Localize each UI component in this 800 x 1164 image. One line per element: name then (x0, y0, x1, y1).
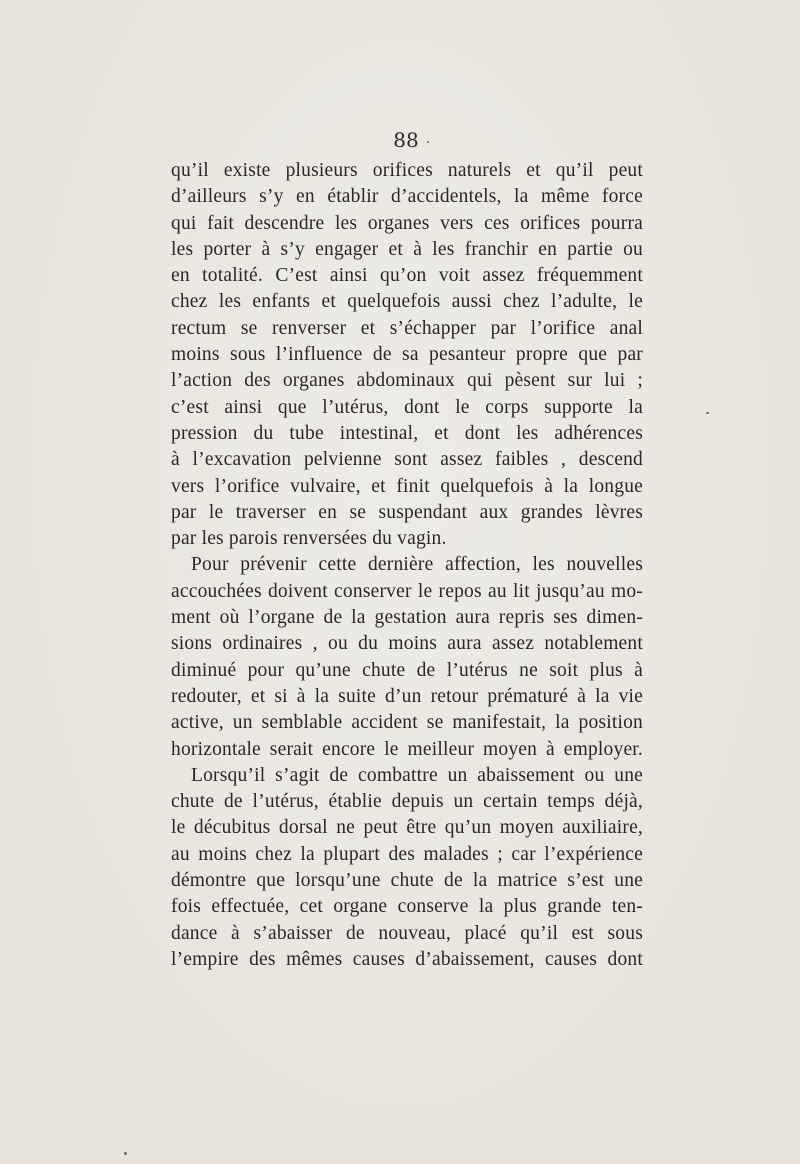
text-line: démontre que lorsqu’une chute de la matrice s’est une (171, 870, 643, 892)
text-line: ment où l’organe de la gestation aura repris ses dimen- (171, 607, 643, 629)
text-line: au moins chez la plupart des malades ; car l’expérience (171, 843, 643, 865)
text-line-paragraph-start: Pour prévenir cette dernière affection, les nouvelles (191, 554, 643, 576)
body-text (171, 158, 643, 973)
text-line: dance à s’abaisser de nouveau, placé qu’il est sous (171, 922, 643, 944)
text-line: diminué pour qu’une chute de l’utérus ne soit plus à (171, 659, 643, 681)
text-line: rectum se renverser et s’échapper par l’orifice anal (171, 317, 643, 339)
text-line-paragraph-end: par les parois renversées du vagin. (171, 528, 447, 550)
text-line: par le traverser en se suspendant aux grandes lèvres (171, 501, 643, 523)
text-line: moins sous l’influence de sa pesanteur propre que par (171, 344, 643, 366)
text-line: redouter, et si à la suite d’un retour prématuré à la vie (171, 685, 643, 707)
text-line: à l’excavation pelvienne sont assez faibles , descend (171, 449, 643, 471)
text-line: les porter à s’y engager et à les franchir en partie ou (171, 238, 643, 260)
text-line: chute de l’utérus, établie depuis un certain temps déjà, (171, 791, 643, 813)
text-line: vers l’orifice vulvaire, et finit quelquefois à la longue (171, 475, 643, 497)
text-line: sions ordinaires , ou du moins aura assez notablement (171, 633, 643, 655)
text-line: en totalité. C’est ainsi qu’on voit assez fréquemment (171, 265, 643, 287)
text-line: l’empire des mêmes causes d’abaissement, causes dont (171, 948, 643, 970)
text-line: chez les enfants et quelquefois aussi chez l’adulte, le (171, 291, 643, 313)
text-line: qu’il existe plusieurs orifices naturels et qu’il peut (171, 160, 643, 181)
text-line: fois effectuée, cet organe conserve la plus grande ten- (171, 896, 643, 918)
page-number: 88 (393, 128, 419, 152)
text-line: c’est ainsi que l’utérus, dont le corps supporte la (171, 396, 643, 418)
text-line: l’action des organes abdominaux qui pèsent sur lui ; (171, 370, 643, 392)
text-line: qui fait descendre les organes vers ces orifices pourra (171, 212, 643, 234)
paper-speck (706, 412, 709, 414)
text-line: accouchées doivent conserver le repos au lit jusqu’au mo- (171, 580, 643, 602)
text-line-paragraph-end: horizontale serait encore le meilleur moyen à employer. (171, 738, 643, 760)
text-line: pression du tube intestinal, et dont les adhérences (171, 422, 643, 444)
paper-speck (427, 141, 429, 143)
paper-speck (124, 1152, 127, 1155)
text-line: d’ailleurs s’y en établir d’accidentels, la même force (171, 186, 643, 208)
text-line: le décubitus dorsal ne peut être qu’un moyen auxiliaire, (171, 817, 643, 839)
text-line-paragraph-start: Lorsqu’il s’agit de combattre un abaissement ou une (191, 764, 643, 786)
text-line: active, un semblable accident se manifestait, la position (171, 712, 643, 734)
